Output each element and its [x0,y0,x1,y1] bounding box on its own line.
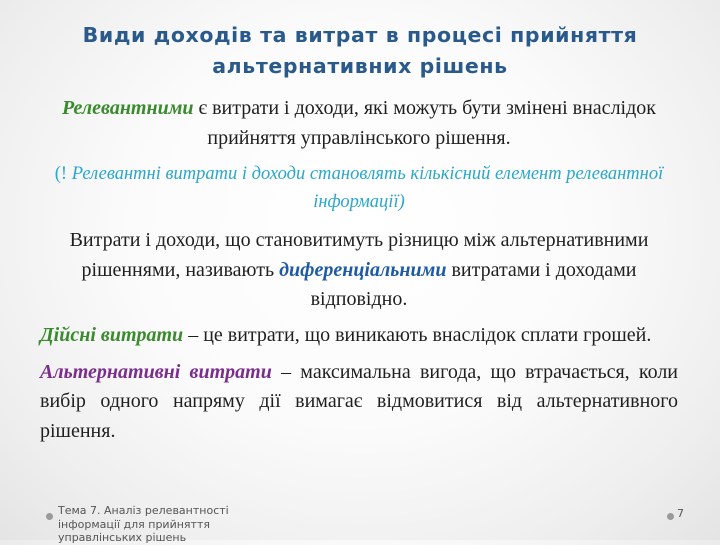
note-open: (! [54,164,72,185]
slide-title: Види доходів та витрат в процесі прийняття альтернативних рішень [82,23,638,78]
footer-bullet-left [46,513,53,520]
alternative-costs-term: Альтернативні витрати [40,360,272,383]
actual-costs-paragraph [40,321,678,351]
slide-footer [0,500,720,544]
relevant-text: є витрати і доходи, які можуть бути змінені внаслідок прийняття управлінського рішення. [193,97,656,149]
differential-text-after: витратами і доходами відповідно. [310,258,637,311]
differential-paragraph [40,226,678,315]
relevant-term: Релевантними [62,97,194,119]
actual-costs-text: – це витрати, що виникають внаслідок сплати грошей. [183,323,652,346]
alternative-costs-text: – максимальна вигода, що втрачається, коли вибір одного напряму дії вимагає відмовитися від альтернативного рішення. [40,360,678,442]
differential-term: диференціальними [279,258,447,281]
note-text: Релевантні витрати і доходи становлять кількісний елемент релевантної інформації) [71,164,664,213]
alternative-costs-paragraph [40,358,678,447]
note-paragraph [40,160,678,216]
relevant-paragraph [40,94,678,153]
footer-bullet-right [667,513,674,520]
actual-costs-term: Дійсні витрати [40,323,184,346]
page-number: 7 [677,507,684,520]
slide-content [40,94,678,446]
differential-text-before: Витрати і доходи, що становитимуть різницю між альтернативними рішеннями, називають [69,229,649,281]
footer-topic: Тема 7. Аналіз релевантності інформації для прийняття управлінських рішень [58,504,229,544]
